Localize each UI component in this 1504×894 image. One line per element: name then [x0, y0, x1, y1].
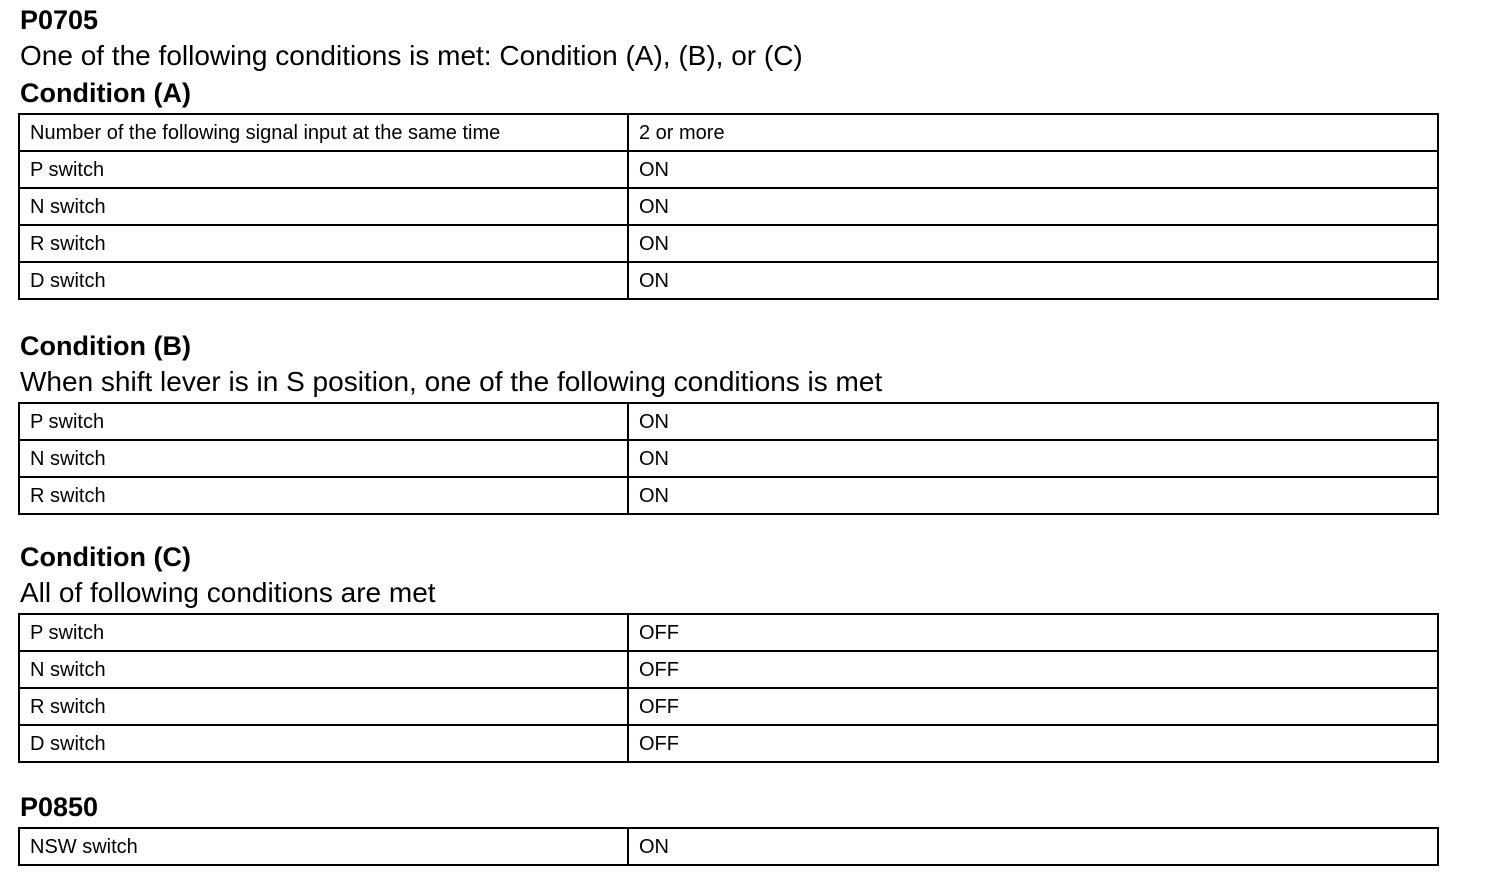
- condition-item: N switch: [19, 440, 628, 477]
- p0850-heading: P0850: [20, 792, 99, 822]
- table-row: [19, 114, 1438, 151]
- condition-value: ON: [628, 403, 1438, 440]
- condition-value: ON: [628, 477, 1438, 514]
- table-row: [19, 688, 1438, 725]
- condition-c-heading: Condition (C): [20, 542, 191, 572]
- condition-c-table: [18, 613, 1439, 763]
- table-row: [19, 725, 1438, 762]
- condition-item: P switch: [19, 614, 628, 651]
- condition-item: N switch: [19, 651, 628, 688]
- condition-value: OFF: [628, 651, 1438, 688]
- condition-item: P switch: [19, 403, 628, 440]
- p0850-table: [18, 827, 1439, 866]
- p0705-intro: One of the following conditions is met: Condition (A), (B), or (C): [20, 40, 803, 71]
- table-row: [19, 151, 1438, 188]
- condition-value: ON: [628, 225, 1438, 262]
- condition-item: Number of the following signal input at the same time: [19, 114, 628, 151]
- condition-item: P switch: [19, 151, 628, 188]
- table-row: [19, 440, 1438, 477]
- condition-value: ON: [628, 151, 1438, 188]
- condition-item: D switch: [19, 725, 628, 762]
- condition-b-table: [18, 402, 1439, 515]
- condition-item: R switch: [19, 477, 628, 514]
- table-row: [19, 477, 1438, 514]
- table-row: [19, 225, 1438, 262]
- condition-b-heading: Condition (B): [20, 331, 191, 361]
- condition-item: NSW switch: [19, 828, 628, 865]
- table-row: [19, 828, 1438, 865]
- condition-value: ON: [628, 828, 1438, 865]
- condition-item: R switch: [19, 225, 628, 262]
- condition-item: N switch: [19, 188, 628, 225]
- condition-value: OFF: [628, 614, 1438, 651]
- condition-value: OFF: [628, 725, 1438, 762]
- condition-value: ON: [628, 262, 1438, 299]
- table-row: [19, 262, 1438, 299]
- table-row: [19, 403, 1438, 440]
- condition-value: ON: [628, 440, 1438, 477]
- condition-a-heading: Condition (A): [20, 78, 191, 108]
- condition-item: D switch: [19, 262, 628, 299]
- condition-b-description: When shift lever is in S position, one of the following conditions is met: [20, 366, 883, 397]
- condition-value: ON: [628, 188, 1438, 225]
- condition-a-table: [18, 113, 1439, 300]
- condition-value: 2 or more: [628, 114, 1438, 151]
- condition-item: R switch: [19, 688, 628, 725]
- condition-value: OFF: [628, 688, 1438, 725]
- p0705-heading: P0705: [20, 5, 99, 35]
- table-row: [19, 188, 1438, 225]
- condition-c-description: All of following conditions are met: [20, 577, 436, 608]
- table-row: [19, 614, 1438, 651]
- table-row: [19, 651, 1438, 688]
